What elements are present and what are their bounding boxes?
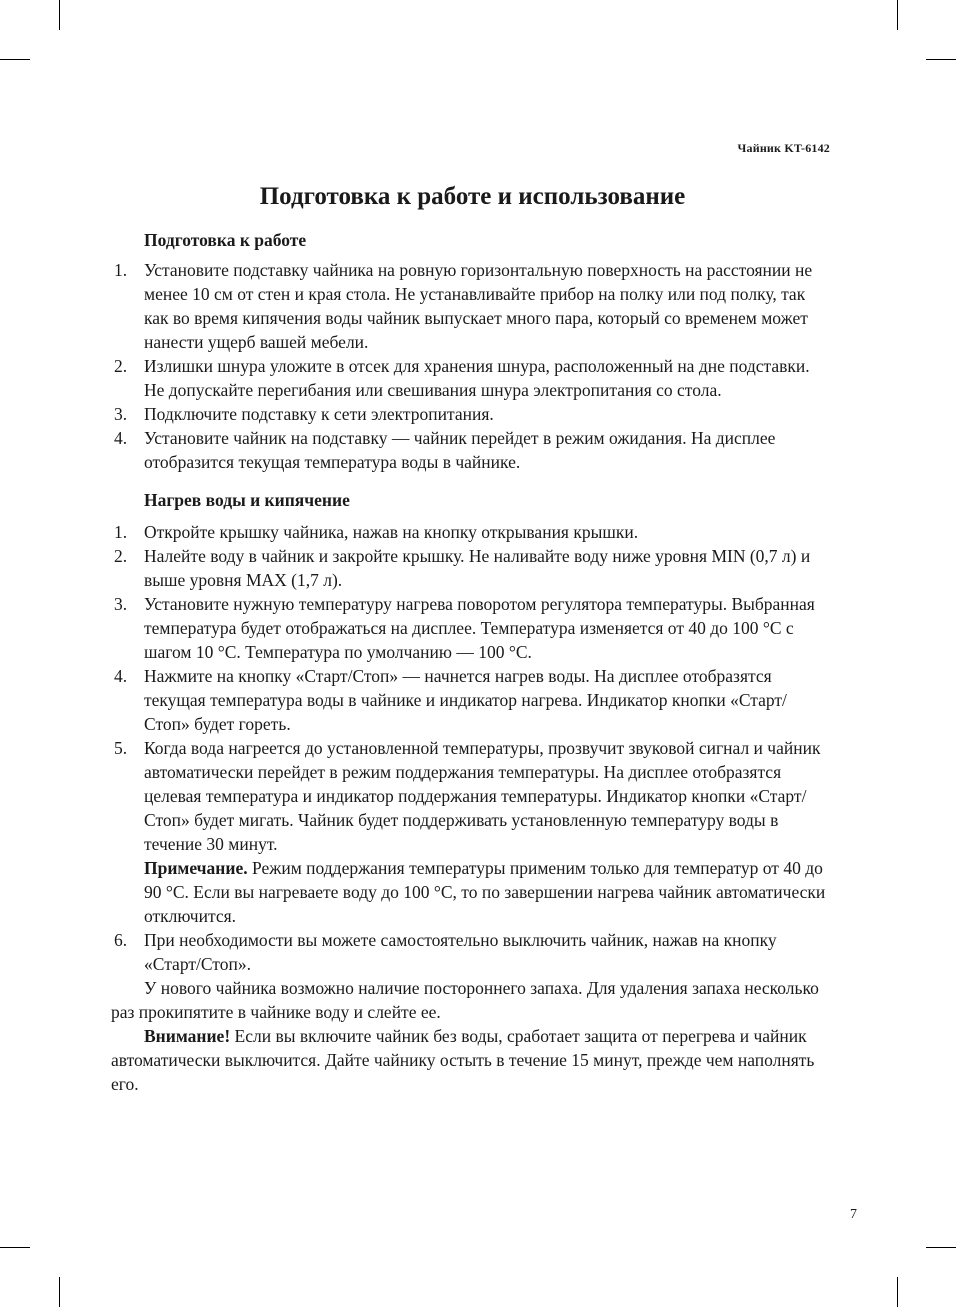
preparation-list [111, 258, 831, 474]
running-header: Чайник KT-6142 [737, 141, 830, 155]
list-item: 5. Когда вода нагреется до установленной температуры, прозвучит звуковой сигнал и чайник автоматически перейдет в режим поддержания температуры. На дисплее отобразятся целевая температура и индикатор поддержания температуры. Индикатор кнопки «Старт/Стоп» будет мигать. Чайник будет поддерживать установленную температуру воды в течение 30 минут. Примечание. Режим поддержания температуры применим только для температур от 40 до 90 °С. Если вы нагреваете воду до 100 °С, то по завершении нагрева чайник автоматически отключится. [114, 738, 826, 926]
heating-list [111, 520, 831, 976]
crop-mark [897, 1277, 898, 1307]
crop-mark [59, 1277, 60, 1307]
list-item: 2. Излишки шнура уложите в отсек для хранения шнура, расположенный на дне подставки. Не допускайте перегибания или свешивания шнура электропитания со стола. [114, 356, 810, 400]
warning-label: Внимание! [144, 1026, 231, 1046]
list-item: 1. Установите подставку чайника на ровную горизонтальную поверхность на расстоянии не менее 10 см от стен и края стола. Не устанавливайте прибор на полку или под полку, так как во время кипячения воды чайник выпускает много пара, который со временем может нанести ущерб вашей мебели. [114, 260, 813, 352]
list-item: 6. При необходимости вы можете самостоятельно выключить чайник, нажав на кнопку «Старт/Стоп». [114, 930, 777, 974]
note-label: Примечание. [144, 858, 248, 878]
page-number: 7 [850, 1207, 857, 1222]
crop-mark [926, 1247, 956, 1248]
page-title: Подготовка к работе и использование [259, 183, 686, 210]
list-item: 2. Налейте воду в чайник и закройте крышку. Не наливайте воду ниже уровня MIN (0,7 л) и выше уровня MAX (1,7 л). [114, 546, 811, 590]
list-item: 3. Подключите подставку к сети электропитания. [114, 404, 494, 424]
warning-text: Если вы включите чайник без воды, сработает защита от перегрева и чайник автоматически выключится. Дайте чайнику остыть в течение 15 минут, прежде чем наполнять его. [111, 1026, 815, 1094]
page-content [111, 228, 831, 1096]
crop-mark [0, 1247, 30, 1248]
crop-mark [59, 0, 60, 30]
note-text: Режим поддержания температуры применим только для температур от 40 до 90 °С. Если вы нагреваете воду до 100 °С, то по завершении нагрева чайник автоматически отключится. [144, 858, 826, 926]
list-item: 3. Установите нужную температуру нагрева поворотом регулятора температуры. Выбранная температура будет отображаться на дисплее. Температура изменяется от 40 до 100 °С с шагом 10 °С. Температура по умолчанию — 100 °С. [114, 594, 815, 662]
section-heading-heating: Нагрев воды и кипячение [144, 490, 350, 510]
list-item: 4. Нажмите на кнопку «Старт/Стоп» — начнется нагрев воды. На дисплее отобразятся текущая температура воды в чайнике и индикатор нагрева. Индикатор кнопки «Старт/Стоп» будет гореть. [114, 666, 787, 734]
section-heading-preparation: Подготовка к работе [144, 230, 307, 250]
crop-mark [0, 59, 30, 60]
crop-mark [897, 0, 898, 30]
warning-paragraph [111, 1024, 831, 1096]
list-item: 4. Установите чайник на подставку — чайник перейдет в режим ожидания. На дисплее отобразится текущая температура воды в чайнике. [114, 428, 776, 472]
crop-mark [926, 59, 956, 60]
list-item: 1. Откройте крышку чайника, нажав на кнопку открывания крышки. [114, 522, 639, 542]
odor-paragraph: У нового чайника возможно наличие постороннего запаха. Для удаления запаха несколько раз прокипятите в чайнике воду и слейте ее. [111, 978, 819, 1022]
